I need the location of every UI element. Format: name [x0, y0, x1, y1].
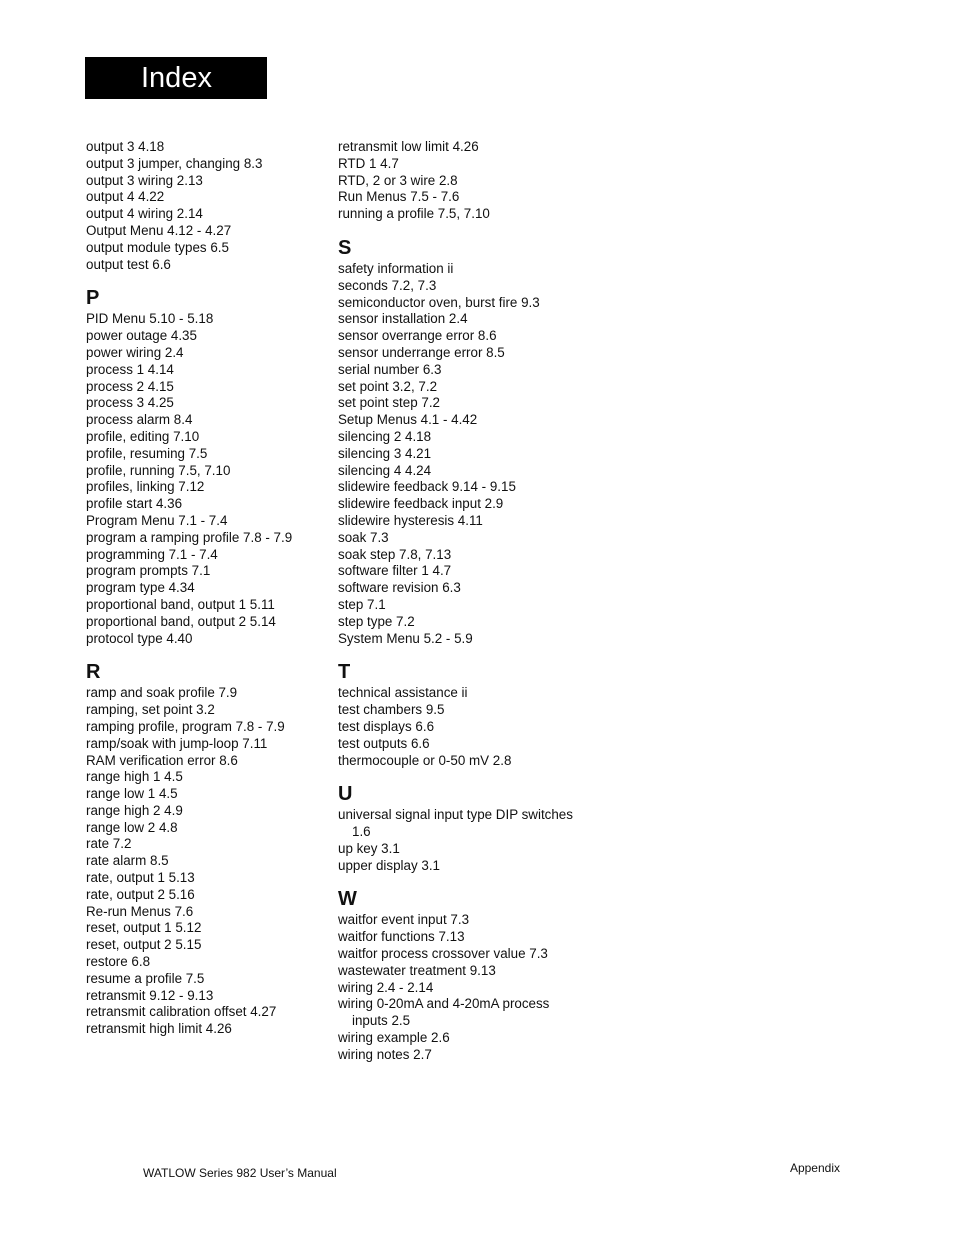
- index-entry: profile, running 7.5, 7.10: [86, 462, 231, 478]
- index-entry: profiles, linking 7.12: [86, 479, 205, 495]
- index-entry: wastewater treatment 9.13: [338, 962, 496, 978]
- index-entry: wiring 2.4 - 2.14: [338, 979, 434, 995]
- index-entry: process 3 4.25: [86, 395, 174, 411]
- index-entry: protocol type 4.40: [86, 630, 193, 646]
- index-entry: software revision 6.3: [338, 580, 461, 596]
- index-entry: power outage 4.35: [86, 328, 197, 344]
- index-entry: slidewire feedback input 2.9: [338, 496, 504, 512]
- index-entry: soak step 7.8, 7.13: [338, 546, 452, 562]
- index-entry: Program Menu 7.1 - 7.4: [86, 512, 228, 528]
- index-entry: safety information ii: [338, 260, 454, 276]
- index-entry: reset, output 1 5.12: [86, 920, 202, 936]
- index-entry: ramp/soak with jump-loop 7.11: [86, 735, 268, 751]
- index-entry: range low 2 4.8: [86, 819, 178, 835]
- index-entry: output 4 wiring 2.14: [86, 206, 203, 222]
- index-entry: universal signal input type DIP switches 1.6: [338, 807, 573, 840]
- index-entry: semiconductor oven, burst fire 9.3: [338, 294, 540, 310]
- index-entry: Run Menus 7.5 - 7.6: [338, 189, 460, 205]
- index-entry: output test 6.6: [86, 256, 171, 272]
- index-entry: seconds 7.2, 7.3: [338, 277, 437, 293]
- index-entry: System Menu 5.2 - 5.9: [338, 630, 473, 646]
- index-entry: range high 1 4.5: [86, 769, 183, 785]
- index-entry: test displays 6.6: [338, 718, 435, 734]
- index-entry: test chambers 9.5: [338, 702, 445, 718]
- index-entry: software filter 1 4.7: [338, 563, 452, 579]
- index-entry: slidewire feedback 9.14 - 9.15: [338, 479, 516, 495]
- index-entry: up key 3.1: [338, 840, 400, 856]
- index-entry: retransmit calibration offset 4.27: [86, 1004, 277, 1020]
- index-entry: programming 7.1 - 7.4: [86, 546, 218, 562]
- index-entry: output 4 4.22: [86, 189, 165, 205]
- index-entry: ramp and soak profile 7.9: [86, 685, 238, 701]
- index-entry: waitfor process crossover value 7.3: [338, 946, 548, 962]
- index-entry: reset, output 2 5.15: [86, 937, 202, 953]
- index-entry: wiring 0-20mA and 4-20mA process inputs 2.5: [338, 996, 550, 1029]
- index-letter-heading: R: [86, 661, 101, 684]
- index-entry: soak 7.3: [338, 529, 389, 545]
- index-entry: power wiring 2.4: [86, 344, 184, 360]
- index-column-right: [338, 139, 588, 1064]
- index-entry: wiring notes 2.7: [338, 1046, 432, 1062]
- index-entry: running a profile 7.5, 7.10: [338, 206, 490, 222]
- index-entry: proportional band, output 1 5.11: [86, 596, 275, 612]
- index-entry: wiring example 2.6: [338, 1030, 450, 1046]
- index-entry: retransmit 9.12 - 9.13: [86, 987, 214, 1003]
- index-entry: PID Menu 5.10 - 5.18: [86, 311, 214, 327]
- index-entry: range high 2 4.9: [86, 802, 183, 818]
- index-entry: proportional band, output 2 5.14: [86, 613, 276, 629]
- index-entry: rate 7.2: [86, 836, 132, 852]
- index-entry: silencing 4 4.24: [338, 462, 432, 478]
- index-entry: Output Menu 4.12 - 4.27: [86, 222, 232, 238]
- index-entry: ramping profile, program 7.8 - 7.9: [86, 718, 285, 734]
- index-entry: slidewire hysteresis 4.11: [338, 512, 483, 528]
- footer-manual-title: WATLOW Series 982 User’s Manual: [143, 1166, 337, 1180]
- index-entry: test outputs 6.6: [338, 735, 430, 751]
- index-entry: range low 1 4.5: [86, 786, 178, 802]
- index-entry: program prompts 7.1: [86, 563, 211, 579]
- index-entry: rate alarm 8.5: [86, 853, 169, 869]
- index-entry: rate, output 2 5.16: [86, 886, 195, 902]
- index-entry: serial number 6.3: [338, 361, 442, 377]
- index-entry: process 2 4.15: [86, 378, 174, 394]
- index-entry: ramping, set point 3.2: [86, 702, 215, 718]
- index-entry: retransmit low limit 4.26: [338, 139, 479, 154]
- index-entry: technical assistance ii: [338, 685, 468, 701]
- index-entry: RTD, 2 or 3 wire 2.8: [338, 172, 458, 188]
- index-entry: profile, editing 7.10: [86, 428, 200, 444]
- index-entry: silencing 2 4.18: [338, 428, 432, 444]
- index-entry: thermocouple or 0-50 mV 2.8: [338, 752, 512, 768]
- index-entry: RTD 1 4.7: [338, 155, 399, 171]
- index-entry: program type 4.34: [86, 580, 195, 596]
- index-entry: sensor underrange error 8.5: [338, 344, 505, 360]
- index-entry: profile start 4.36: [86, 496, 183, 512]
- index-letter-heading: U: [338, 783, 353, 806]
- index-entry: sensor overrange error 8.6: [338, 328, 497, 344]
- index-entry: step type 7.2: [338, 613, 415, 629]
- index-entry: resume a profile 7.5: [86, 970, 205, 986]
- index-column-left: [86, 139, 326, 1038]
- index-entry: process alarm 8.4: [86, 412, 193, 428]
- index-entry: program a ramping profile 7.8 - 7.9: [86, 529, 293, 545]
- index-entry: output module types 6.5: [86, 239, 229, 255]
- index-entry: output 3 jumper, changing 8.3: [86, 155, 263, 171]
- index-entry: rate, output 1 5.13: [86, 870, 195, 886]
- index-entry: retransmit high limit 4.26: [86, 1021, 232, 1037]
- index-entry: waitfor functions 7.13: [338, 929, 465, 945]
- index-entry: Re-run Menus 7.6: [86, 903, 194, 919]
- index-entry: upper display 3.1: [338, 857, 440, 873]
- index-entry: output 3 4.18: [86, 139, 165, 154]
- index-letter-heading: W: [338, 888, 357, 911]
- index-entry: Setup Menus 4.1 - 4.42: [338, 412, 478, 428]
- index-letter-heading: P: [86, 287, 100, 310]
- page-title: Index: [85, 57, 267, 99]
- index-entry: RAM verification error 8.6: [86, 752, 238, 768]
- footer-section-label: Appendix: [789, 1161, 840, 1175]
- index-entry: set point 3.2, 7.2: [338, 378, 438, 394]
- index-entry: process 1 4.14: [86, 361, 174, 377]
- index-entry: sensor installation 2.4: [338, 311, 468, 327]
- index-entry: profile, resuming 7.5: [86, 445, 208, 461]
- index-entry: silencing 3 4.21: [338, 445, 432, 461]
- index-entry: output 3 wiring 2.13: [86, 172, 203, 188]
- index-entry: step 7.1: [338, 596, 386, 612]
- index-letter-heading: T: [338, 661, 351, 684]
- index-entry: waitfor event input 7.3: [338, 912, 470, 928]
- index-entry: set point step 7.2: [338, 395, 440, 411]
- index-entry: restore 6.8: [86, 954, 151, 970]
- index-letter-heading: S: [338, 236, 352, 259]
